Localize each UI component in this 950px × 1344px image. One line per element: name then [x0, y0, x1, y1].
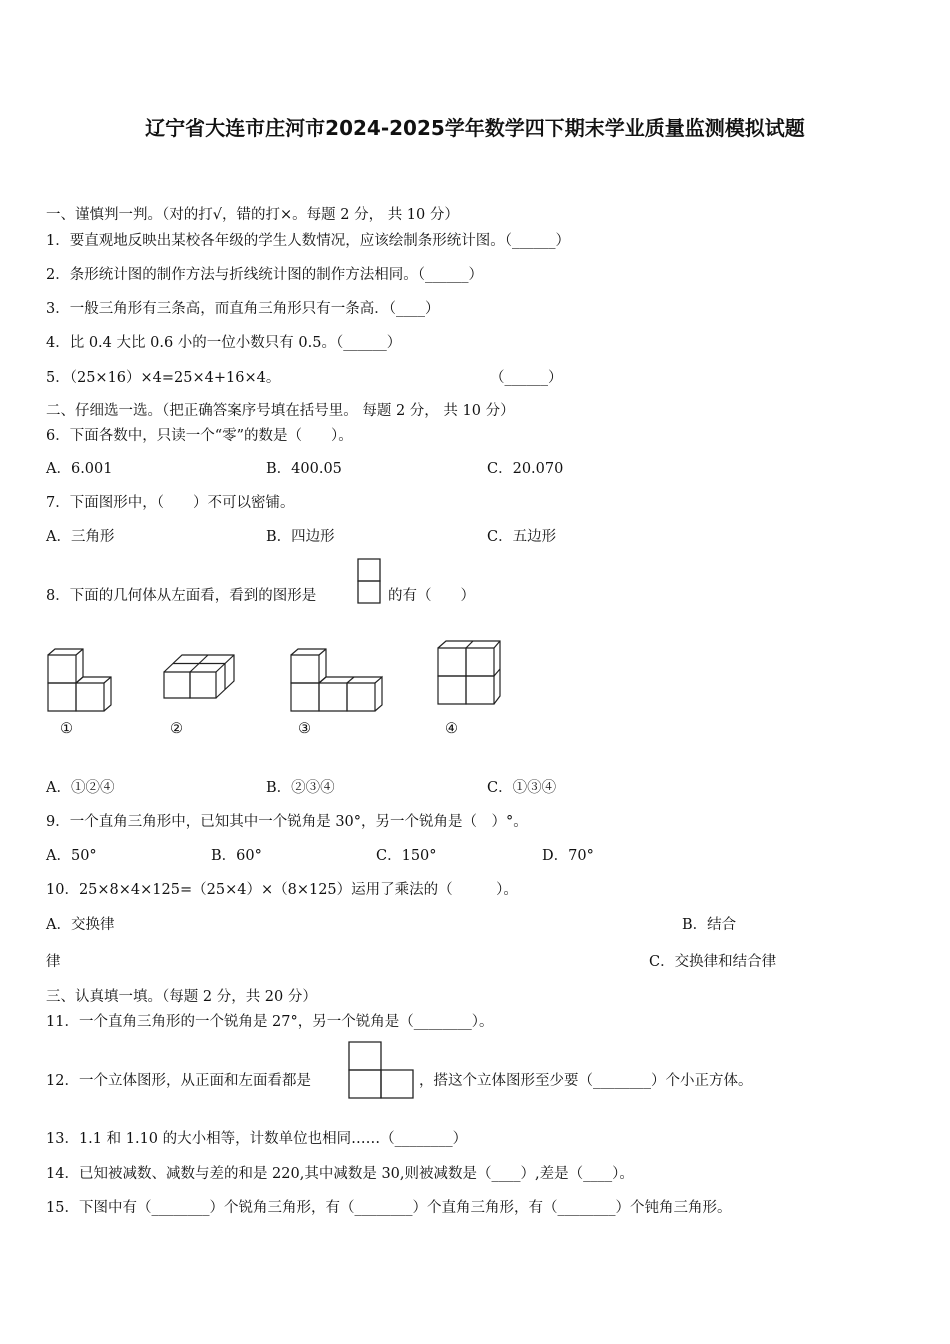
- cube-figure-4: [434, 636, 504, 708]
- question-7-option-a: A．三角形: [46, 529, 115, 545]
- question-1: 1．要直观地反映出某校各年级的学生人数情况，应该绘制条形统计图。（______）: [46, 233, 570, 249]
- section-1-heading: 一、谨慎判一判。（对的打√，错的打×。每题 2 分， 共 10 分）: [46, 207, 459, 223]
- question-2: 2．条形统计图的制作方法与折线统计图的制作方法相同。（______）: [46, 267, 483, 283]
- section-3-heading: 三、认真填一填。（每题 2 分，共 20 分）: [46, 989, 317, 1005]
- question-7-option-c: C．五边形: [487, 529, 557, 545]
- question-6: 6．下面各数中，只读一个“零”的数是（ ）。: [46, 428, 353, 444]
- cube-figure-3: [287, 648, 383, 716]
- cube-label-1: ①: [60, 721, 73, 737]
- question-13: 13．1.1 和 1.10 的大小相等，计数单位也相同……（________）: [46, 1131, 468, 1147]
- question-14: 14．已知被减数、减数与差的和是 220,其中减数是 30,则被减数是（____）,差是（____）。: [46, 1166, 634, 1182]
- section-2-heading: 二、仔细选一选。（把正确答案序号填在括号里。 每题 2 分， 共 10 分）: [46, 403, 515, 419]
- question-4: 4．比 0.4 大比 0.6 小的一位小数只有 0.5。（______）: [46, 335, 402, 351]
- question-10: 10．25×8×4×125=（25×4）×（8×125）运用了乘法的（ ）。: [46, 882, 518, 898]
- question-9-option-a: A．50°: [46, 848, 97, 864]
- q12-view-figure: [347, 1040, 415, 1100]
- question-10-option-b-wrap: 律: [46, 954, 61, 970]
- question-3: 3．一般三角形有三条高，而直角三角形只有一条高．（____）: [46, 301, 440, 317]
- question-8-option-c: C．①③④: [487, 780, 557, 796]
- question-11: 11．一个直角三角形的一个锐角是 27°，另一个锐角是（________）。: [46, 1014, 494, 1030]
- question-10-option-a: A．交换律: [46, 917, 115, 933]
- question-7: 7．下面图形中，（ ）不可以密铺。: [46, 495, 295, 511]
- cube-figure-2: [160, 652, 238, 704]
- cube-label-4: ④: [445, 721, 458, 737]
- question-8-text-end: 的有（ ）: [388, 588, 475, 604]
- question-15: 15．下图中有（________）个锐角三角形，有（________）个直角三角形，有（________）个钝角三角形。: [46, 1200, 732, 1216]
- cube-label-3: ③: [298, 721, 311, 737]
- question-7-option-b: B．四边形: [266, 529, 335, 545]
- question-6-option-c: C．20.070: [487, 461, 564, 477]
- question-5-blank: （______）: [490, 370, 563, 386]
- question-12-text: 12．一个立体图形，从正面和左面看都是: [46, 1073, 311, 1089]
- question-10-option-c: C．交换律和结合律: [649, 954, 777, 970]
- question-9-option-b: B．60°: [211, 848, 262, 864]
- question-8-text: 8．下面的几何体从左面看，看到的图形是: [46, 588, 317, 604]
- question-9: 9．一个直角三角形中，已知其中一个锐角是 30°，另一个锐角是（ ）°。: [46, 814, 528, 830]
- question-8-option-b: B．②③④: [266, 780, 335, 796]
- cube-figure-1: [44, 648, 114, 716]
- cube-label-2: ②: [170, 721, 183, 737]
- question-12-text-end: ，搭这个立体图形至少要（________）个小正方体。: [419, 1073, 753, 1089]
- question-8-option-a: A．①②④: [46, 780, 115, 796]
- q8-inline-two-squares-figure: [356, 557, 384, 607]
- question-10-option-b: B．结合: [682, 917, 737, 933]
- question-6-option-a: A．6.001: [46, 461, 113, 477]
- question-9-option-d: D．70°: [542, 848, 594, 864]
- question-9-option-c: C．150°: [376, 848, 437, 864]
- page-title: 辽宁省大连市庄河市2024-2025学年数学四下期末学业质量监测模拟试题: [145, 116, 805, 140]
- question-5: 5．（25×16）×4=25×4+16×4。: [46, 370, 281, 386]
- question-6-option-b: B．400.05: [266, 461, 342, 477]
